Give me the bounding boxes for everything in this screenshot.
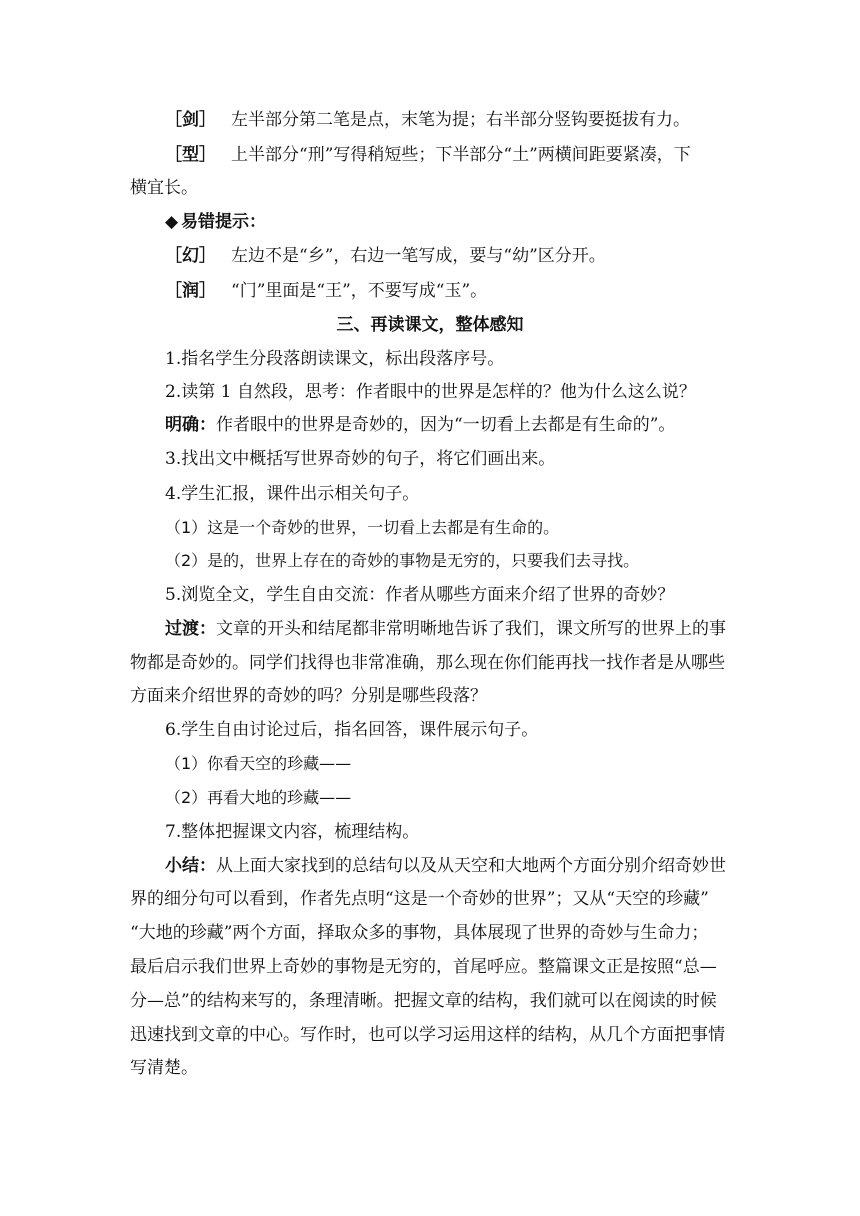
step-7: 7.整体把握课文内容，梳理结构。 [165, 822, 420, 842]
transition-line-3: 方面来介绍世界的奇妙的吗？分别是哪些段落？ [130, 686, 487, 706]
summary-paragraph [165, 856, 735, 876]
summary-label: 小结： [165, 856, 216, 876]
char-label: ［润］ [165, 281, 216, 301]
step-6: 6.学生自由讨论过后，指名回答，课件展示句子。 [165, 720, 539, 740]
quote-4: （2）再看大地的珍藏—— [165, 788, 352, 807]
step-2: 2.读第 1 自然段，思考：作者眼中的世界是怎样的？他为什么这么说？ [165, 382, 696, 402]
transition-text: 文章的开头和结尾都非常明晰地告诉了我们，课文所写的世界上的事 [216, 619, 726, 639]
summary-text: 从上面大家找到的总结句以及从天空和大地两个方面分别介绍奇妙世 [216, 856, 726, 876]
char-note-xing-cont: 横宜长。 [130, 178, 198, 198]
summary-line-5: 分—总”的结构来写的，条理清晰。把握文章的结构，我们就可以在阅读的时候 [130, 991, 717, 1011]
answer-paragraph [165, 415, 735, 435]
tip-heading [165, 212, 735, 232]
diamond-icon: ◆ [165, 212, 179, 232]
summary-line-6: 迅速找到文章的中心。写作时，也可以学习运用这样的结构，从几个方面把事情 [130, 1025, 725, 1045]
char-note-xing [165, 145, 735, 165]
summary-line-2: 界的细分句可以看到，作者先点明“这是一个奇妙的世界”；又从“天空的珍藏” [130, 889, 709, 909]
error-note-huan [165, 246, 735, 266]
error-note-text: 左边不是“乡”，右边一笔写成，要与“幼”区分开。 [231, 246, 606, 266]
answer-text: 作者眼中的世界是奇妙的，因为“一切看上去都是有生命的”。 [216, 415, 676, 435]
error-note-run [165, 281, 735, 301]
transition-paragraph [165, 619, 735, 639]
quote-2: （2）是的，世界上存在的奇妙的事物是无穷的，只要我们去寻找。 [165, 551, 640, 570]
char-note-text: 左半部分第二笔是点，末笔为提；右半部分竖钩要挺拔有力。 [231, 110, 690, 130]
char-note-jian [165, 110, 735, 130]
transition-label: 过渡： [165, 619, 216, 639]
char-note-text: 上半部分“刑”写得稍短些；下半部分“土”两横间距要紧凑，下 [231, 145, 691, 165]
step-1: 1.指名学生分段落朗读课文，标出段落序号。 [165, 349, 505, 369]
char-label: ［型］ [165, 145, 216, 165]
char-label: ［剑］ [165, 110, 216, 130]
quote-1: （1）这是一个奇妙的世界，一切看上去都是有生命的。 [165, 518, 560, 537]
char-label: ［幻］ [165, 246, 216, 266]
quote-3: （1）你看天空的珍藏—— [165, 754, 352, 773]
summary-line-7: 写清楚。 [130, 1058, 198, 1078]
summary-line-3: “大地的珍藏”两个方面，择取众多的事物，具体展现了世界的奇妙与生命力； [130, 923, 709, 943]
step-4: 4.学生汇报，课件出示相关句子。 [165, 484, 420, 504]
section-title: 三、再读课文，整体感知 [336, 315, 524, 335]
step-5: 5.浏览全文，学生自由交流：作者从哪些方面来介绍了世界的奇妙？ [165, 585, 675, 605]
step-3: 3.找出文中概括写世界奇妙的句子，将它们画出来。 [165, 449, 556, 469]
transition-line-2: 物都是奇妙的。同学们找得也非常准确，那么现在你们能再找一找作者是从哪些 [130, 653, 725, 673]
tip-heading-text: 易错提示： [181, 212, 266, 232]
answer-label: 明确： [165, 415, 216, 435]
error-note-text: “门”里面是“王”，不要写成“玉”。 [231, 281, 488, 301]
summary-line-4: 最后启示我们世界上奇妙的事物是无穷的，首尾呼应。整篇课文正是按照“总— [130, 957, 717, 977]
